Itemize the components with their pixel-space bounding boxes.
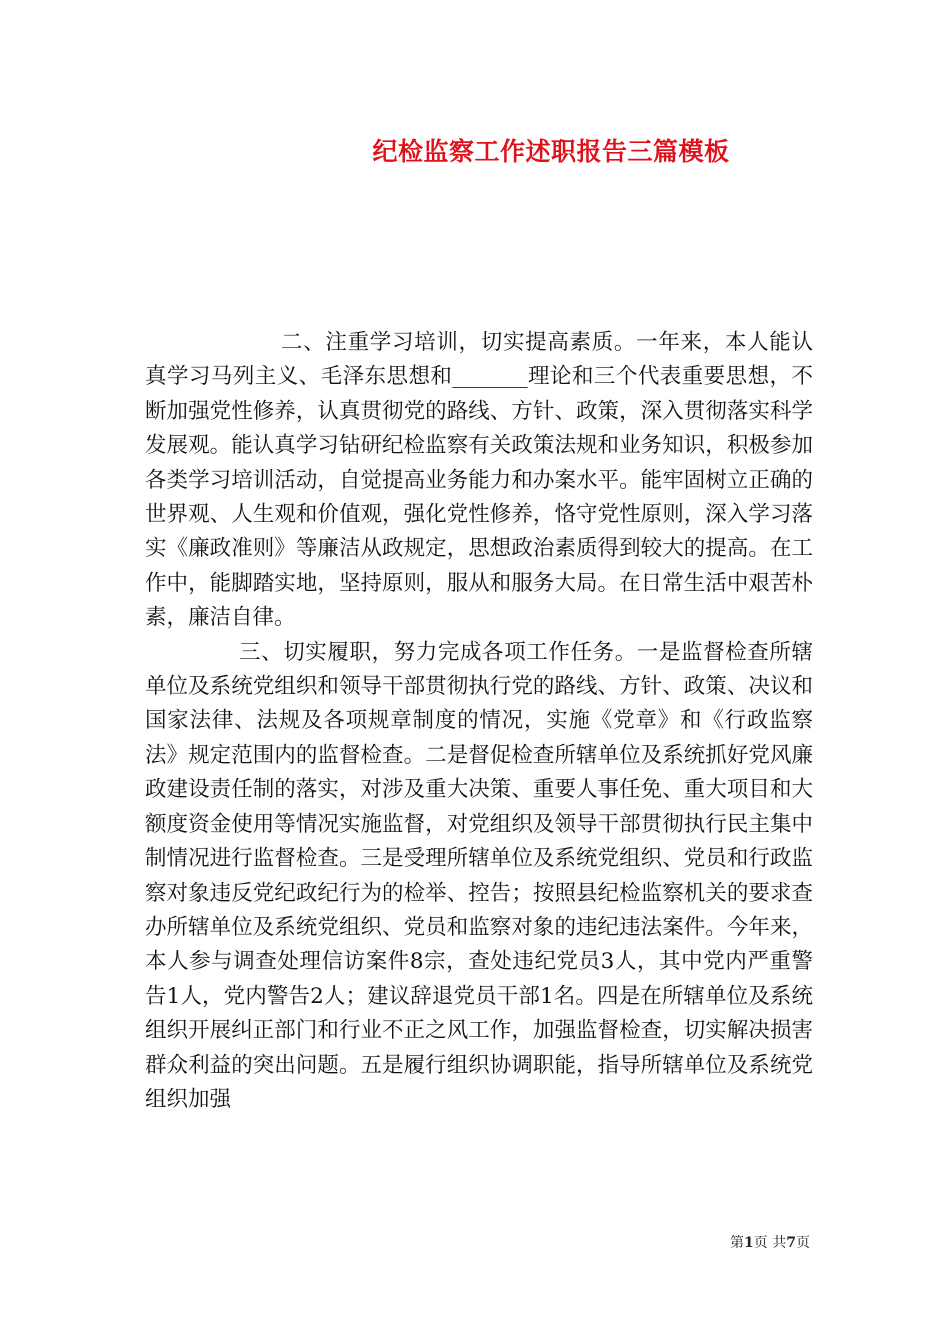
footer-middle: 页 共 [753,1235,787,1251]
footer-page-number: 1 [744,1235,754,1251]
page-footer [0,1232,810,1252]
document-title: 纪检监察工作述职报告三篇模板 [372,137,730,166]
document-body [145,326,813,1117]
paragraph-duty-performance: 三、切实履职，努力完成各项工作任务。一是监督检查所辖单位及系统党组织和领导干部贯彻执行党的路线、方针、政策、决议和国家法律、法规及各项规章制度的情况，实施《党章》和《行政监察法》规定范围内的监督检查。二是督促检查所辖单位及系统抓好党风廉政建设责任制的落实，对涉及重大决策、重要人事任免、重大项目和大额度资金使用等情况实施监督，对党组织及领导干部贯彻执行民主集中制情况进行监督检查。三是受理所辖单位及系统党组织、党员和行政监察对象违反党纪政纪行为的检举、控告；按照县纪检监察机关的要求查办所辖单位及系统党组织、党员和监察对象的违纪违法案件。今年来，本人参与调查处理信访案件8宗，查处违纪党员3人，其中党内严重警告1人，党内警告2人；建议辞退党员干部1名。四是在所辖单位及系统组织开展纠正部门和行业不正之风工作，加强监督检查，切实解决损害群众利益的突出问题。五是履行组织协调职能，指导所辖单位及系统党组织加强 [145,639,813,1112]
paragraph-study-training: 二、注重学习培训，切实提高素质。一年来，本人能认真学习马列主义、毛泽东思想和_______理论和三个代表重要思想，不断加强党性修养，认真贯彻党的路线、方针、政策，深入贯彻落实科学发展观。能认真学习钻研纪检监察有关政策法规和业务知识，积极参加各类学习培训活动，自觉提高业务能力和办案水平。能牢固树立正确的世界观、人生观和价值观，强化党性修养，恪守党性原则，深入学习落实《廉政准则》等廉洁从政规定，思想政治素质得到较大的提高。在工作中，能脚踏实地，坚持原则，服从和服务大局。在日常生活中艰苦朴素，廉洁自律。 [145,330,813,631]
footer-total-pages: 7 [786,1235,796,1251]
footer-prefix: 第 [730,1235,745,1251]
footer-suffix: 页 [796,1235,810,1251]
